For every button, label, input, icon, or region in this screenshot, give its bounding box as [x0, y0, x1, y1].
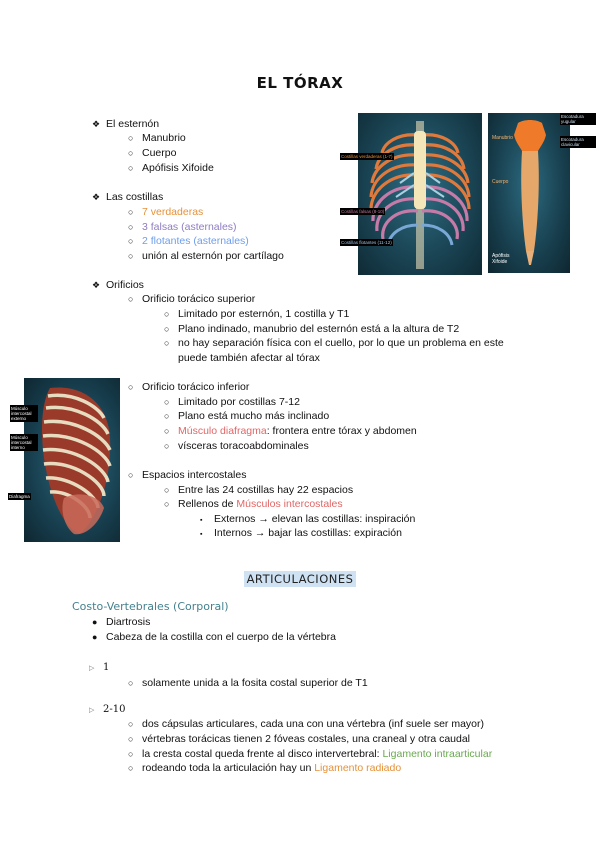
ribcage-image [358, 113, 482, 275]
ribcage-illustration [358, 113, 482, 275]
list-item: ○ la cresta costal queda frente al disco intervertebral: Ligamento intraarticular [128, 748, 493, 760]
list-item: ○ Rellenos de Músculos intercostales [164, 498, 343, 510]
list-item: ○ Plano está mucho más inclinado [164, 410, 330, 422]
label-costillas-flotantes: Costillas flotantes (11-12) [341, 240, 392, 245]
circle-bullet-icon: ○ [128, 763, 134, 773]
list-item: ○ Entre las 24 costillas hay 22 espacios [164, 484, 354, 496]
list-item: ○ unión al esternón por cartílago [128, 250, 284, 262]
label-manubrio: Manubrio [492, 135, 513, 141]
list-item: ○ Limitado por costillas 7-12 [164, 396, 300, 408]
list-item: ○ 3 falsas (asternales) [128, 221, 237, 233]
circle-bullet-icon: ○ [128, 719, 134, 729]
label-costillas-falsas: Costillas falsas (8-10) [341, 209, 385, 214]
list-item: ○ solamente unida a la fosita costal superior de T1 [128, 677, 368, 689]
label-cuerpo: Cuerpo [492, 179, 509, 185]
dot-bullet-icon: ● [92, 617, 98, 627]
circle-bullet-icon: ○ [128, 133, 134, 143]
label-diafragma: Diafragma [9, 494, 30, 499]
label-intercostal-externo: Músculo intercostal externo [10, 405, 38, 422]
list-item: ○ Plano indinado, manubrio del esternón está a la altura de T2 [164, 323, 460, 335]
circle-bullet-icon: ○ [164, 397, 170, 407]
list-item: ○ Apófisis Xifoide [128, 162, 214, 174]
list-item: ○ Limitado por esternón, 1 costilla y T1 [164, 308, 350, 320]
circle-bullet-icon: ○ [164, 309, 170, 319]
list-item: ○ Espacios intercostales [128, 469, 247, 481]
page-title: EL TÓRAX [256, 74, 344, 92]
diamond-bullet-icon: ❖ [92, 280, 101, 290]
circle-bullet-icon: ○ [164, 499, 170, 509]
circle-bullet-icon: ○ [128, 222, 134, 232]
list-item: ○ vísceras toracoabdominales [164, 440, 309, 452]
esternon-heading: ❖ El esternón [92, 118, 160, 130]
list-item: ○ Orificio torácico superior [128, 293, 256, 305]
circle-bullet-icon: ○ [128, 294, 134, 304]
list-item: ▪ Externos → elevan las costillas: inspiración [200, 512, 415, 528]
label-apofisis-xifoide: Apófisis Xifoide [492, 253, 510, 265]
list-item-continuation: puede también afectar al tórax [178, 352, 320, 364]
diamond-bullet-icon: ❖ [92, 192, 101, 202]
list-item: ○ Cuerpo [128, 147, 177, 159]
list-item: ○ no hay separación física con el cuello, por lo que un problema en este [164, 337, 504, 349]
circle-bullet-icon: ○ [164, 485, 170, 495]
list-item: ● Diartrosis [92, 616, 151, 628]
section-heading: ARTICULACIONES [0, 572, 600, 586]
dot-bullet-icon: ● [92, 632, 98, 642]
list-item: ○ vértebras torácicas tienen 2 fóveas costales, una craneal y otra caudal [128, 733, 471, 745]
orificios-heading: ❖ Orificios [92, 279, 144, 291]
circle-bullet-icon: ○ [164, 324, 170, 334]
circle-bullet-icon: ○ [128, 382, 134, 392]
circle-bullet-icon: ○ [128, 470, 134, 480]
list-item: ○ Músculo diafragma: frontera entre tórax y abdomen [164, 425, 417, 437]
list-item: ○ Manubrio [128, 132, 186, 144]
toggle-item-2-10[interactable]: ▷ 2-10 [89, 702, 125, 718]
toggle-item-1[interactable]: ▷ 1 [89, 660, 109, 676]
label-intercostal-interno: Músculo intercostal interno [10, 434, 38, 451]
circle-bullet-icon: ○ [128, 251, 134, 261]
list-item: ○ rodeando toda la articulación hay un Ligamento radiado [128, 762, 402, 774]
triangle-toggle-icon[interactable]: ▷ [89, 707, 95, 714]
list-item: ▪ Internos → bajar las costillas: expiración [200, 526, 402, 542]
subheading: Costo-Vertebrales (Corporal) [72, 600, 229, 613]
square-bullet-icon: ▪ [200, 517, 203, 524]
circle-bullet-icon: ○ [128, 678, 134, 688]
circle-bullet-icon: ○ [128, 749, 134, 759]
sternum-image [488, 113, 570, 273]
circle-bullet-icon: ○ [128, 163, 134, 173]
triangle-toggle-icon[interactable]: ▷ [89, 665, 95, 672]
circle-bullet-icon: ○ [164, 426, 170, 436]
intercostal-illustration [24, 378, 120, 542]
list-item: ● Cabeza de la costilla con el cuerpo de la vértebra [92, 631, 336, 643]
circle-bullet-icon: ○ [128, 207, 134, 217]
circle-bullet-icon: ○ [128, 236, 134, 246]
costillas-heading: ❖ Las costillas [92, 191, 164, 203]
intercostal-muscle-image [24, 378, 120, 542]
square-bullet-icon: ▪ [200, 531, 203, 538]
list-item: ○ 7 verdaderas [128, 206, 204, 218]
diamond-bullet-icon: ❖ [92, 119, 101, 129]
circle-bullet-icon: ○ [128, 148, 134, 158]
circle-bullet-icon: ○ [164, 411, 170, 421]
label-costillas-verdaderas: Costillas verdaderas (1-7) [341, 154, 393, 159]
label-escotadura-yugular: Escotadura yugular [560, 113, 596, 125]
label-escotadura-clavicular: Escotadura clavicular [560, 136, 596, 148]
circle-bullet-icon: ○ [164, 338, 170, 348]
list-item: ○ dos cápsulas articulares, cada una con una vértebra (inf suele ser mayor) [128, 718, 485, 730]
circle-bullet-icon: ○ [164, 441, 170, 451]
list-item: ○ Orificio torácico inferior [128, 381, 250, 393]
circle-bullet-icon: ○ [128, 734, 134, 744]
list-item: ○ 2 flotantes (asternales) [128, 235, 249, 247]
